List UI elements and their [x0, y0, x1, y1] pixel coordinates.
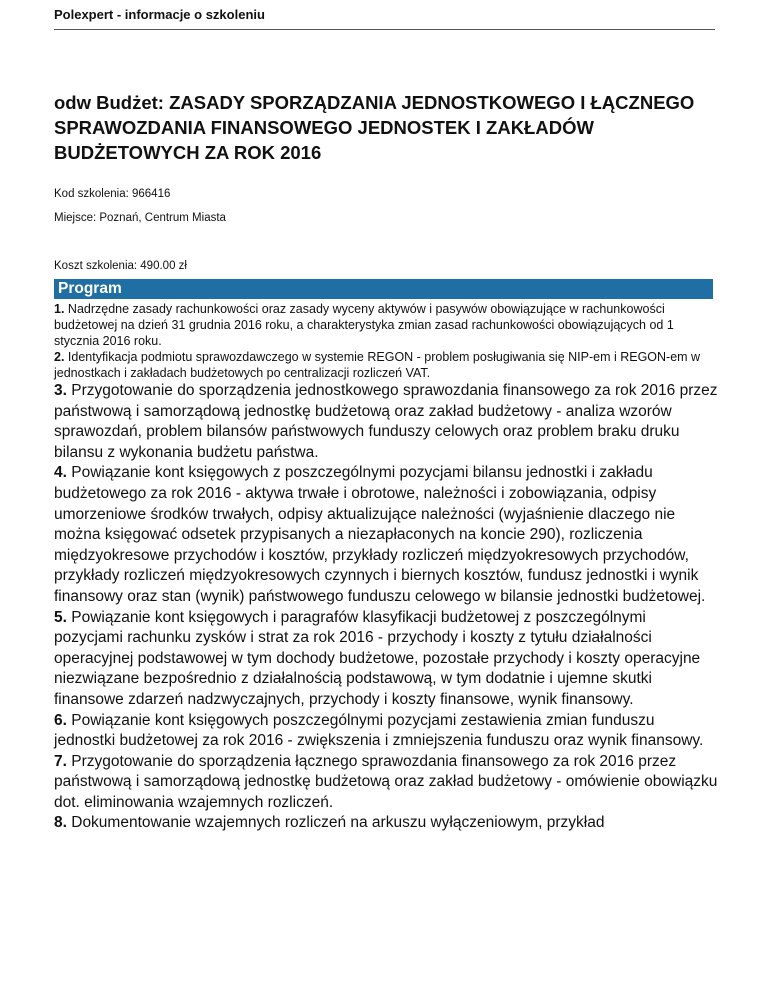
program-item — [54, 813, 719, 834]
program-item-text: Nadrzędne zasady rachunkowości oraz zasady wyceny aktywów i pasywów obowiązujące w rachunkowości budżetowej na dzień 31 grudnia 2016 roku, a charakterystyka zmian zasad rachunkowości obowiązujących od 1 stycznia 2016 roku. — [54, 302, 674, 348]
program-item-number: 6. — [54, 711, 67, 729]
header-title: Polexpert - informacje o szkoleniu — [54, 7, 265, 22]
program-item-number: 5. — [54, 608, 67, 626]
program-item-text: Przygotowanie do sporządzenia łącznego sprawozdania finansowego za rok 2016 przez państwową i samorządową jednostkę budżetową oraz zakład budżetowy - omówienie obowiązku dot. eliminowania wzajemnych rozliczeń. — [54, 752, 718, 811]
program-item — [54, 349, 719, 381]
training-title: odw Budżet: ZASADY SPORZĄDZANIA JEDNOSTKOWEGO I ŁĄCZNEGO SPRAWOZDANIA FINANSOWEGO JEDNOSTEK I ZAKŁADÓW BUDŻETOWYCH ZA ROK 2016 — [54, 92, 695, 163]
program-item — [54, 752, 719, 814]
program-item — [54, 608, 719, 711]
program-item-number: 7. — [54, 752, 67, 770]
training-cost: Koszt szkolenia: 490.00 zł — [54, 260, 187, 272]
program-section-header: Program — [54, 279, 713, 299]
program-list — [54, 301, 719, 834]
program-item-text: Przygotowanie do sporządzenia jednostkowego sprawozdania finansowego za rok 2016 przez państwową i samorządową jednostkę budżetową oraz zakład budżetowy - analiza wzorów sprawozdań, problem bilansów państwowych funduszy celowych oraz problem braku druku bilansu z wykonania budżetu państwa. — [54, 382, 718, 461]
program-item — [54, 463, 719, 607]
program-item-number: 1. — [54, 302, 65, 316]
program-item — [54, 711, 719, 752]
program-item-number: 2. — [54, 350, 65, 364]
training-code: Kod szkolenia: 966416 — [54, 188, 171, 200]
program-item-number: 3. — [54, 382, 67, 399]
program-item-text: Identyfikacja podmiotu sprawozdawczego w systemie REGON - problem posługiwania się NIP-em i REGON-em w jednostkach i zakładach budżetowych po centralizacji rozliczeń VAT. — [54, 350, 701, 380]
program-item-text: Powiązanie kont księgowych poszczególnymi pozycjami zestawienia zmian funduszu jednostki budżetowej za rok 2016 - zwiększenia i zmniejszenia funduszu oraz wynik finansowy. — [54, 711, 704, 750]
program-item-number: 4. — [54, 464, 67, 482]
program-item-text: Dokumentowanie wzajemnych rozliczeń na arkuszu wyłączeniowym, przykład — [66, 814, 605, 832]
program-item — [54, 301, 719, 349]
program-item-text: Powiązanie kont księgowych i paragrafów klasyfikacji budżetowej z poszczególnymi pozycjami rachunku zysków i strat za rok 2016 - przychody i koszty z tytułu działalności operacyjnej podstawowej w tym dochody budżetowe, pozostałe przychody i koszty operacyjne niezwiązane bezpośrednio z działalnością podstawową, w tym dodatnie i ujemne skutki finansowe zdarzeń nadzwyczajnych, przychody i koszty finansowe, wynik finansowy. — [54, 608, 701, 708]
program-item-text: Powiązanie kont księgowych z poszczególnymi pozycjami bilansu jednostki i zakładu budżetowego za rok 2016 - aktywa trwałe i obrotowe, należności i zobowiązania, odpisy umorzeniowe środków trwałych, odpisy aktualizujące należności (wyjaśnienie dlaczego nie można księgować odsetek przypisanych a niezapłaconych na koncie 290), rozliczenia międzyokresowe przychodów i kosztów, przykłady rozliczeń międzyokresowych przychodów, przykłady rozliczeń międzyokresowych czynnych i biernych kosztów, fundusz jednostki i wynik finansowy oraz stan (wynik) państwowego funduszu celowego w bilansie jednostki budżetowej. — [54, 464, 706, 605]
program-item-number: 8. — [54, 814, 67, 832]
page-header — [54, 6, 715, 30]
training-location: Miejsce: Poznań, Centrum Miasta — [54, 212, 226, 224]
program-item — [54, 381, 719, 463]
